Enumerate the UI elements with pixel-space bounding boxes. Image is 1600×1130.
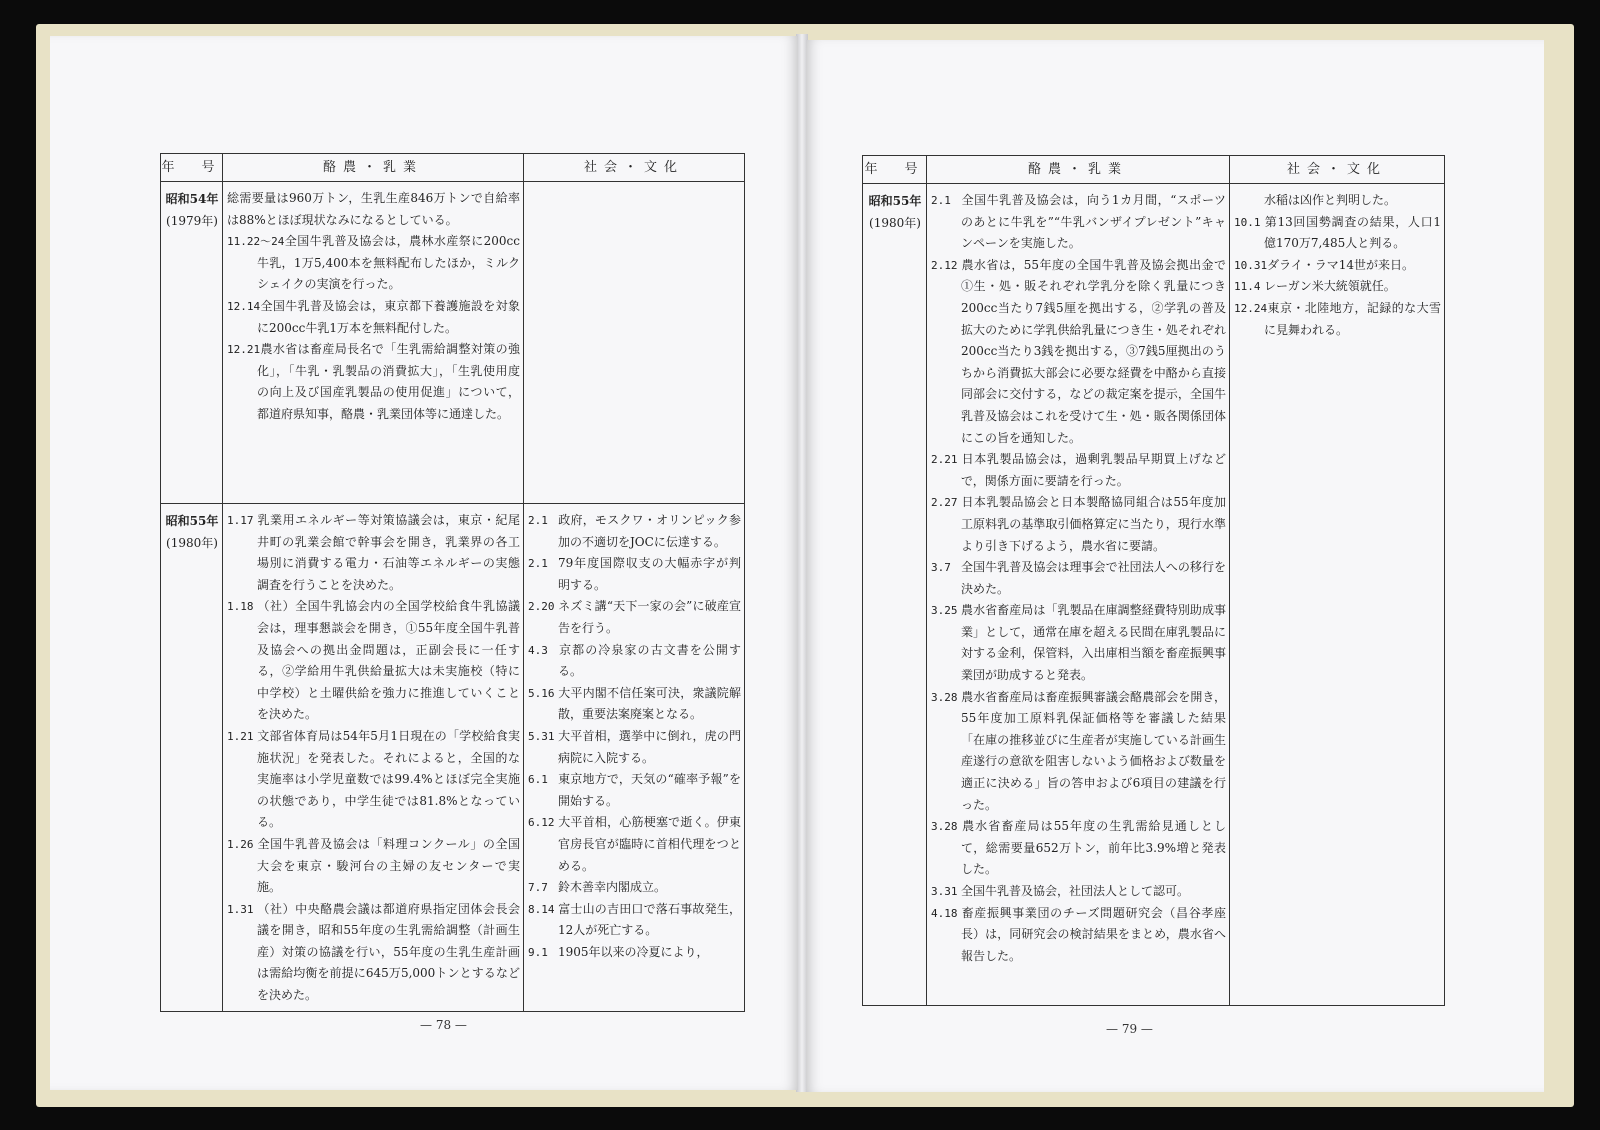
- header-shakai: 社会・文化: [524, 154, 745, 182]
- event-text: 79年度国際収支の大幅赤字が判明する。: [558, 556, 741, 592]
- event-entry: [931, 816, 1226, 881]
- event-date: 11.22～24: [227, 235, 285, 249]
- event-text: 富士山の吉田口で落石事故発生，12人が死亡する。: [558, 901, 741, 938]
- shakai-cell: [524, 504, 745, 1012]
- year-label: (1980年): [869, 216, 921, 230]
- page-number: — 79 —: [1106, 1022, 1153, 1036]
- event-text: 文部省体育局は54年5月1日現在の「学校給食実施状況」を発表した。それによると，全国的な実施率は小学児童数では99.4%とほぼ完全実施の状態であり，中学生徒では81.8%となっている。: [257, 728, 520, 830]
- event-entry: [1234, 298, 1441, 341]
- shakai-cell: [524, 182, 745, 504]
- event-text: 日本乳製品協会と日本製酪協同組合は55年度加工原料乳の基準取引価格算定に当たり，現行水準より引き下げるよう，農水省に要請。: [961, 495, 1226, 553]
- event-text: 東京地方で，天気の“確率予報”を開始する。: [558, 772, 741, 808]
- event-date: 6.12: [528, 816, 555, 830]
- event-text: ネズミ講“天下一家の会”に破産宣告を行う。: [558, 599, 741, 635]
- event-entry: [227, 296, 520, 339]
- event-date: 2.1: [931, 194, 951, 207]
- event-entry: [931, 255, 1226, 449]
- event-date: 1.31: [227, 902, 254, 916]
- header-nengo: 年 号: [863, 156, 927, 184]
- event-text: ダライ・ラマ14世が来日。: [1267, 257, 1415, 272]
- event-text: 京都の冷泉家の古文書を公開する。: [558, 642, 741, 679]
- event-entry: [931, 881, 1226, 903]
- event-entry: [931, 492, 1226, 557]
- event-date: 10.31: [1234, 258, 1268, 272]
- event-text: レーガン米大統領就任。: [1264, 279, 1396, 294]
- event-date: 2.20: [528, 600, 555, 614]
- event-date: 2.1: [528, 514, 548, 527]
- event-date: 3.28: [931, 820, 958, 834]
- event-text: 大平首相，選挙中に倒れ，虎の門病院に入院する。: [558, 728, 741, 765]
- event-text: 農水省畜産局は55年度の生乳需給見通しとして，総需要量652万トン，前年比3.9%増と発表した。: [961, 819, 1226, 877]
- event-date: 3.28: [931, 690, 958, 704]
- event-entry: [528, 769, 741, 812]
- table-row: [863, 184, 1445, 1006]
- event-entry: [931, 600, 1226, 686]
- event-text: 鈴木善幸内閣成立。: [558, 880, 667, 895]
- event-entry: [528, 596, 741, 639]
- event-entry: [528, 553, 741, 596]
- event-text: 総需要量は960万トン，生乳生産846万トンで自給率は88%とほぼ現状なみになるとしている。: [227, 191, 520, 227]
- year-label: (1979年): [166, 214, 218, 228]
- right-page: [806, 40, 1544, 1092]
- header-shakai: 社会・文化: [1230, 156, 1445, 184]
- event-date: 12.21: [227, 343, 261, 357]
- event-entry: [528, 510, 741, 553]
- event-entry: [931, 449, 1226, 492]
- rakuno-cell: [223, 504, 524, 1012]
- event-text: 農水省畜産局は「乳製品在庫調整経費特別助成事業」として，通常在庫を超える民間在庫乳製品に対する金利，保管料，入出庫相当額を畜産振興事業団が助成すると発表。: [961, 603, 1226, 683]
- era-label: 昭和55年: [165, 514, 219, 528]
- event-date: 5.16: [528, 686, 555, 700]
- event-date: 1.21: [227, 729, 254, 743]
- rakuno-cell: [927, 184, 1230, 1006]
- event-date: 2.27: [931, 496, 958, 510]
- event-entry: [931, 903, 1226, 968]
- event-date: 9.1: [528, 945, 548, 959]
- event-text: 全国牛乳普及協会は，向う1カ月間，“スポーツのあとに牛乳を”“牛乳バンザイプレゼント”キャンペーンを実施した。: [961, 193, 1226, 251]
- event-text: 全国牛乳普及協会は「料理コンクール」の全国大会を東京・駿河台の主婦の友センターで実施。: [257, 836, 520, 895]
- table-header-row: [863, 156, 1445, 184]
- event-date: 1.26: [227, 837, 254, 851]
- chronology-table: [160, 153, 745, 1012]
- table-row: [161, 504, 745, 1012]
- event-entry: [227, 339, 520, 425]
- event-date: 4.18: [931, 906, 958, 920]
- event-text: 日本乳製品協会は，過剰乳製品早期買上げなどで，関係方面に要請を行った。: [961, 452, 1226, 488]
- event-date: 11.4: [1234, 280, 1261, 294]
- event-text: 水稲は凶作と判明した。: [1264, 193, 1397, 207]
- event-date: 8.14: [528, 902, 555, 916]
- rakuno-cell: [223, 182, 524, 504]
- event-date: 7.7: [528, 881, 548, 895]
- event-date: 12.24: [1234, 301, 1268, 315]
- event-text: 第13回国勢調査の結果，人口1億170万7,485人と判る。: [1264, 214, 1441, 251]
- event-entry: [1234, 190, 1441, 212]
- year-label: (1980年): [166, 536, 218, 550]
- header-rakuno: 酪農・乳業: [927, 156, 1230, 184]
- event-entry: [227, 899, 520, 1007]
- event-text: 全国牛乳普及協会は理事会で社団法人への移行を決めた。: [961, 560, 1226, 596]
- event-entry: [528, 812, 741, 877]
- event-entry: [1234, 212, 1441, 255]
- header-rakuno: 酪農・乳業: [223, 154, 524, 182]
- event-date: 5.31: [528, 729, 555, 743]
- event-date: 2.12: [931, 258, 958, 272]
- chronology-table: [862, 155, 1445, 1006]
- event-entry: [931, 687, 1226, 817]
- era-label: 昭和55年: [868, 194, 922, 208]
- event-text: 政府，モスクワ・オリンピック参加の不適切をJOCに伝達する。: [558, 513, 741, 549]
- year-cell: [161, 504, 223, 1012]
- event-entry: [1234, 255, 1441, 277]
- event-entry: [227, 834, 520, 899]
- event-text: 農水省は畜産局長名で「生乳需給調整対策の強化」，「牛乳・乳製品の消費拡大」，「生乳使用度の向上及び国産乳製品の使用促進」について，都道府県知事，酪農・乳業団体等に通達した。: [257, 342, 520, 421]
- event-date: 4.3: [528, 643, 548, 657]
- event-entry: [528, 640, 741, 683]
- event-text: 全国牛乳普及協会は，東京都下養護施設を対象に200cc牛乳1万本を無料配付した。: [257, 298, 520, 335]
- era-label: 昭和54年: [165, 192, 219, 206]
- event-entry: [227, 726, 520, 834]
- table-row: [161, 182, 745, 504]
- event-text: 大平首相，心筋梗塞で逝く。伊東官房長官が臨時に首相代理をつとめる。: [558, 815, 741, 873]
- event-text: （社）全国牛乳協会内の全国学校給食牛乳協議会は，理事懇談会を開き，①55年度全国牛乳普及協会への拠出金問題は，正副会長に一任する，②学給用牛乳供給量拡大は未実施校（特に中学校）と土曜供給を強力に推進していくことを決めた。: [257, 599, 520, 722]
- event-entry: [528, 942, 741, 964]
- event-date: 1.17: [227, 514, 254, 527]
- event-entry: [227, 231, 520, 296]
- event-date: 3.31: [931, 885, 958, 898]
- event-date: 10.1: [1234, 215, 1261, 229]
- event-text: 全国牛乳普及協会，社団法人として認可。: [961, 884, 1190, 898]
- event-text: 1905年以来の冷夏により，: [558, 944, 709, 959]
- event-entry: [528, 877, 741, 899]
- header-nengo: 年 号: [161, 154, 223, 182]
- event-date: 3.25: [931, 604, 958, 618]
- event-entry: [227, 510, 520, 596]
- event-text: 農水省畜産局は畜産振興審議会酪農部会を開き，55年度加工原料乳保証価格等を審議した結果「在庫の推移並びに生産者が実施している計画生産遂行の意欲を阻害しないよう価格および数量を適正に決める」旨の答申および6項目の建議を行った。: [961, 689, 1226, 812]
- shakai-cell: [1230, 184, 1445, 1006]
- event-date: 6.1: [528, 773, 548, 787]
- event-date: 2.1: [528, 557, 548, 571]
- event-text: 大平内閣不信任案可決，衆議院解散，重要法案廃案となる。: [558, 685, 741, 722]
- event-text: 農水省は，55年度の全国牛乳普及協会拠出金で①生・処・販それぞれ学乳分を除く乳量につき200cc当たり7銭5厘を拠出する，②学乳の普及拡大のために学乳供給乳量につき生・処それぞれ200cc当たり3銭を拠出する，③7銭5厘拠出のうちから消費拡大部会に必要な経費を中酪から直接同部会に交付する，などの裁定案を提示，全国牛乳普及協会はこれを受けて生・処・販各関係団体にこの旨を通知した。: [961, 257, 1226, 445]
- table-header-row: [161, 154, 745, 182]
- event-date: 3.7: [931, 561, 951, 575]
- event-entry: [931, 190, 1226, 255]
- event-entry: [528, 683, 741, 726]
- event-text: 全国牛乳普及協会は，農林水産祭に200cc牛乳，1万5,400本を無料配布したほか，ミルクシェイクの実演を行った。: [257, 234, 520, 292]
- event-text: 畜産振興事業団のチーズ問題研究会（昌谷孝座長）は，同研究会の検討結果をまとめ，農水省へ報告した。: [961, 905, 1226, 963]
- event-text: 乳業用エネルギー等対策協議会は，東京・紀尾井町の乳業会館で幹事会を開き，乳業界の各工場別に消費する電力・石油等エネルギーの実態調査を行うことを決めた。: [257, 513, 520, 592]
- event-entry: [528, 726, 741, 769]
- page-number: — 78 —: [420, 1018, 467, 1032]
- event-entry: [1234, 276, 1441, 298]
- event-entry: [227, 596, 520, 726]
- event-date: 2.21: [931, 453, 958, 467]
- event-date: 12.14: [227, 299, 261, 313]
- year-cell: [161, 182, 223, 504]
- event-date: 1.18: [227, 600, 254, 614]
- event-entry: [227, 188, 520, 231]
- left-page: [50, 36, 798, 1090]
- event-text: 東京・北陸地方，記録的な大雪に見舞われる。: [1264, 300, 1441, 337]
- event-entry: [931, 557, 1226, 600]
- event-entry: [528, 899, 741, 942]
- event-text: （社）中央酪農会議は都道府県指定団体会長会議を開き，昭和55年度の生乳需給調整（計画生産）対策の協議を行い，55年度の生乳生産計画は需給均衡を前提に645万5,000トンとするなどを決めた。: [257, 901, 520, 1003]
- year-cell: [863, 184, 927, 1006]
